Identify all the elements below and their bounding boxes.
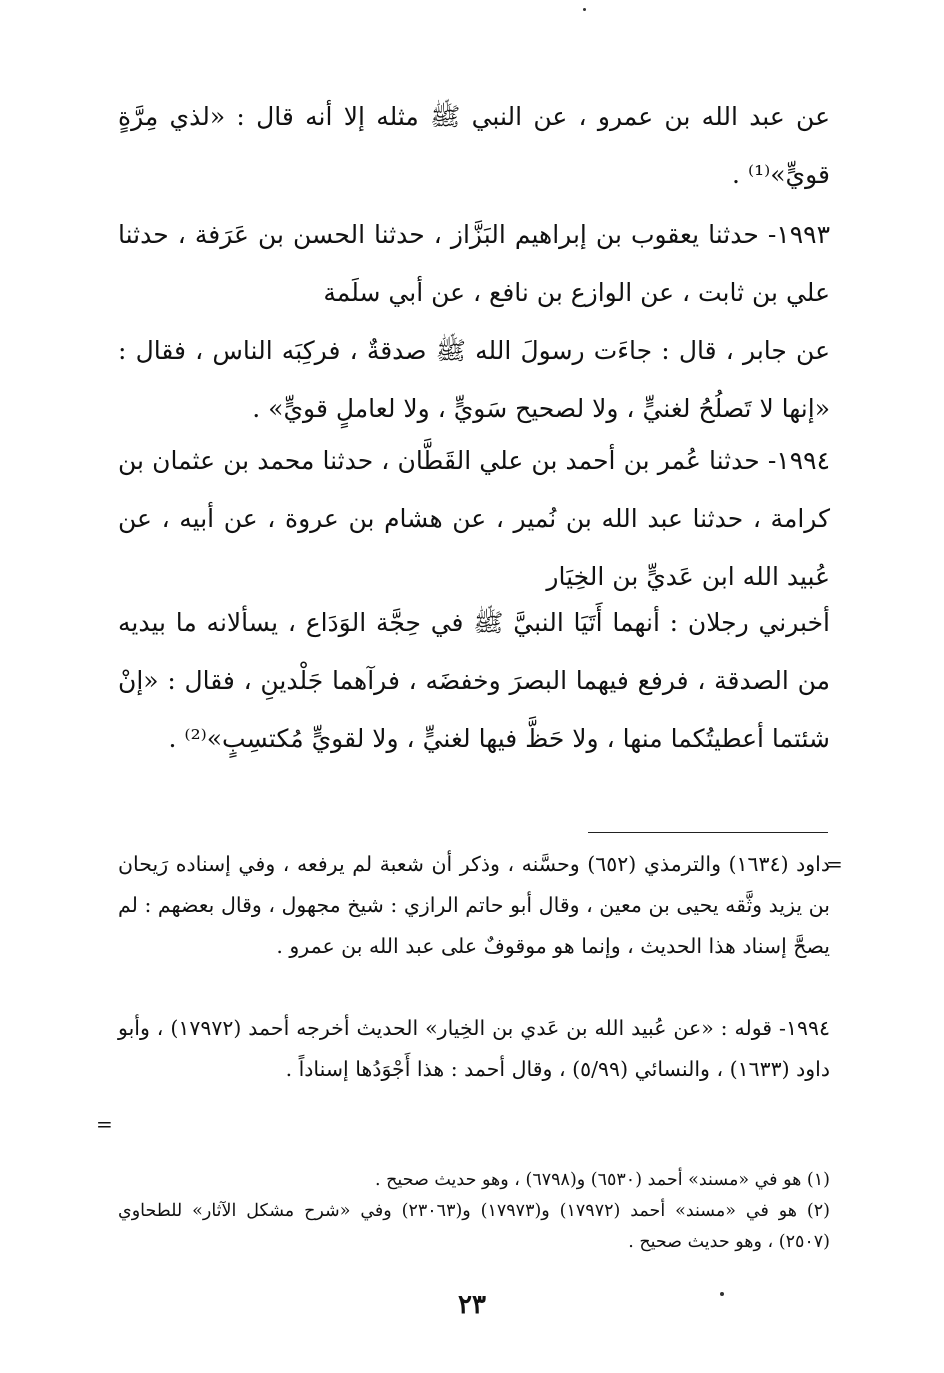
footnotes: [118, 1165, 830, 1258]
notes-separator: [588, 832, 828, 833]
paragraph-5: [118, 594, 830, 768]
paragraph-4: [118, 432, 830, 606]
hadith-text-3: أخبرني رجلان : أنهما أَتَيَا النبيَّ ﷺ في حِجَّة الوَدَاع ، يسألانه ما بيديه من الصدقة ، فرفع فيهما البصرَ وخفضَه ، فرآهما جَلْدينِ ، فقال : «إنْ شئتما أعطيتُكما منها ، ولا حَظَّ فيها لغنيٍّ ، ولا لقويٍّ مُكتسِبٍ»⁽²⁾ .: [118, 608, 830, 753]
commentary-note-2: [118, 1008, 830, 1090]
hadith-text-1: عن عبد الله بن عمرو ، عن النبي ﷺ مثله إلا أنه قال : «لذي مِرَّةٍ قويٍّ»⁽¹⁾ .: [118, 102, 830, 189]
commentary-text-1: داود (١٦٣٤) والترمذي (٦٥٢) وحسَّنه ، وذكر أن شعبة لم يرفعه ، وفي إسناده رَيحان بن يزيد وثَّقه يحيى بن معين ، وقال أبو حاتم الرازي : شيخ مجهول ، وقال بعضهم : لم يصحَّ إسناد هذا الحديث ، وإنما هو موقوفٌ على عبد الله بن عمرو .: [118, 852, 830, 958]
paragraph-3: [118, 322, 830, 438]
commentary-note-1: [118, 844, 830, 967]
isnad-1993: ١٩٩٣- حدثنا يعقوب بن إبراهيم البَزَّاز ، حدثنا الحسن بن عَرَفة ، حدثنا علي بن ثابت ، عن الوازع بن نافع ، عن أبي سلَمة: [118, 220, 830, 307]
paragraph-1: [118, 88, 830, 204]
commentary-text-2: ١٩٩٤- قوله : «عن عُبيد الله بن عَدي بن الخِيار» الحديث أخرجه أحمد (١٧٩٧٢) ، وأبو داود (١٦٣٣) ، والنسائي (٥/٩٩) ، وقال أحمد : هذا أَجْوَدُها إسناداً .: [118, 1016, 830, 1081]
hadith-text-2: عن جابر ، قال : جاءَت رسولَ الله ﷺ صدقةٌ ، فركِبَه الناس ، فقال : «إنها لا تَصلُحُ لغنيٍّ ، ولا لصحيح سَويٍّ ، ولا لعاملٍ قويٍّ» .: [118, 336, 830, 423]
top-mark: [583, 8, 586, 11]
page-number: ٢٣: [458, 1290, 486, 1320]
footnote-1: (١) هو في «مسند» أحمد (٦٥٣٠) و(٦٧٩٨) ، وهو حديث صحيح .: [374, 1170, 830, 1190]
continuation-marker: =: [826, 852, 843, 876]
isnad-1994: ١٩٩٤- حدثنا عُمر بن أحمد بن علي القَطَّان ، حدثنا محمد بن عثمان بن كرامة ، حدثنا عبد الله بن نُمير ، عن هشام بن عروة ، عن أبيه ، عن عُبيد الله ابن عَديٍّ بن الخِيَار: [118, 446, 830, 591]
footnote-2: (٢) هو في «مسند» أحمد (١٧٩٧٢) و(١٧٩٧٣) و(٢٣٠٦٣) وفي «شرح مشكل الآثار» للطحاوي (٢٥٠٧) ، وهو حديث صحيح .: [118, 1201, 830, 1252]
paragraph-2: [118, 206, 830, 322]
continuation-marker-2: =: [96, 1112, 113, 1136]
